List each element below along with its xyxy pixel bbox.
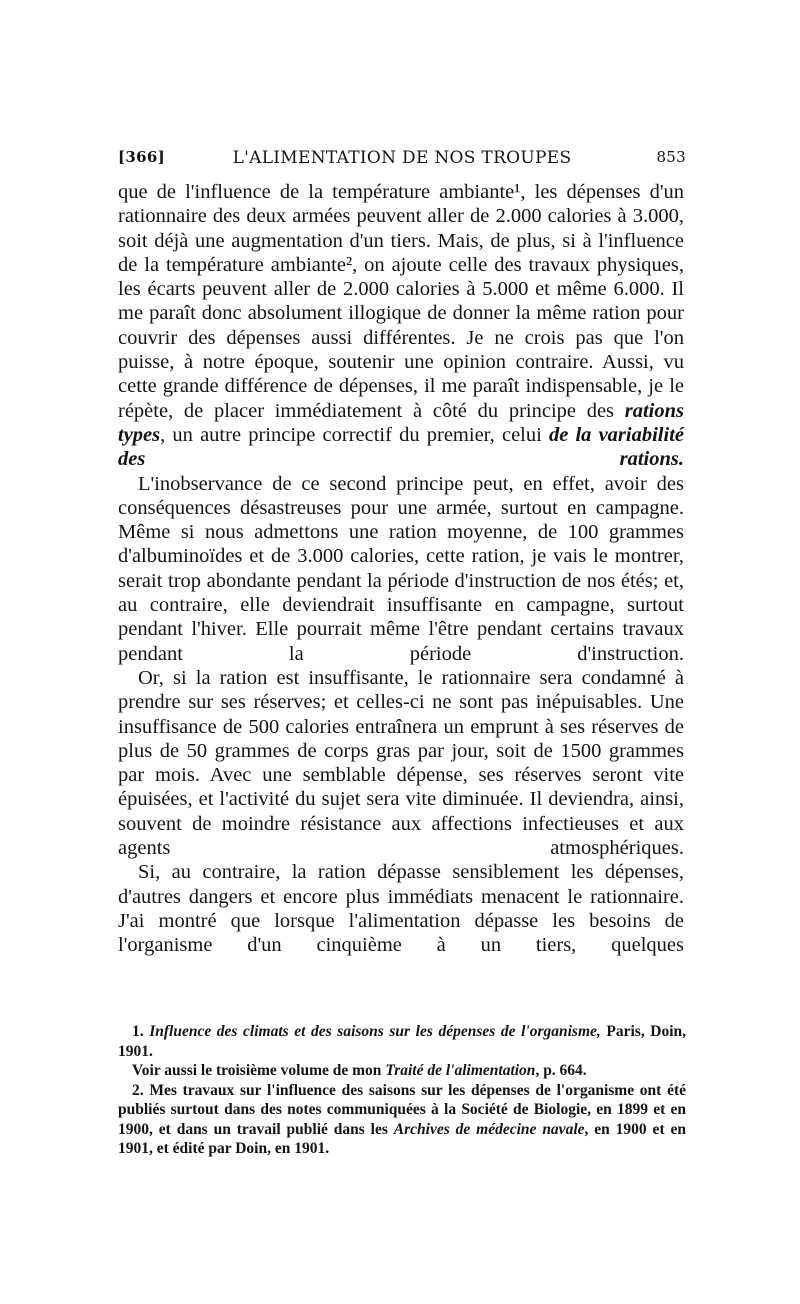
footnote-2-text-2: , en 1900 et en 1901, et édité par Doin, en 1901. [118, 1120, 686, 1157]
paragraph-2: L'inobservance de ce second principe peut, en effet, avoir des conséquences désastreuses pour une armée, surtout en campagne. Même si nous admettons une ration moyenne, de 100 grammes d'albuminoïdes et de 3.000 calories, cette ration, je vais le montrer, serait trop abondante pendant la période d'instruction de nos étés; et, au contraire, elle deviendrait insuffisante en campagne, surtout pendant l'hiver. Elle pourrait même l'être pendant certains travaux pendant la période d'instruction. [118, 472, 684, 665]
p1-text-2: , les dépenses d'un rationnaire des deux armées peuvent aller de 2.000 calories à 3.000, soit déjà une augmentation d'un tiers. Mais, de plus, si à l'influence de la température ambiante [118, 181, 685, 276]
footnote-1-continued [118, 1061, 686, 1081]
p1-emphasis-rations-types: rations types [118, 399, 684, 446]
paragraph-3: Or, si la ration est insuffisante, le rationnaire sera condamné à prendre sur ses réserves; et celles-ci ne sont pas inépuisables. Une insuffisance de 500 calories entraînera un emprunt à ses réserves de plus de 50 grammes de corps gras par jour, soit de 1500 grammes par mois. Avec une semblable dépense, ses réserves seront vite épuisées, et l'activité du sujet sera vite diminuée. Il deviendra, ainsi, souvent de moindre résistance aux affections infectieuses et aux agents atmosphériques. [118, 666, 684, 860]
main-text [118, 180, 684, 958]
page-number: 853 [656, 148, 686, 166]
paragraph-1 [118, 180, 684, 472]
footnote-1-title: Influence des climats et des saisons sur les dépenses de l'organisme, [149, 1023, 601, 1040]
p1-text-4: , un autre principe correctif du premier, celui [160, 423, 549, 446]
footnote-1b-text-1: Voir aussi le troisième volume de mon [132, 1062, 386, 1079]
page-header [118, 148, 686, 172]
footnotes [118, 1022, 686, 1159]
footnote-1-marker: 1. [132, 1023, 150, 1040]
footnote-2-text-1: 2. Mes travaux sur l'influence des saisons sur les dépenses de l'organisme ont été publiés surtout dans des notes communiquées à la Société de Biologie, en 1899 et en 1900, et dans un travail publié dans les [118, 1081, 686, 1138]
running-title: L'ALIMENTATION DE NOS TROUPES [232, 148, 572, 168]
footnote-1 [118, 1022, 686, 1061]
footnote-2 [118, 1081, 686, 1159]
folio-number: [366] [118, 148, 166, 166]
p1-emphasis-variabilite: de la variabilité des rations. [118, 423, 684, 471]
footnote-1b-title: Traité de l'alimentation [385, 1062, 536, 1079]
footnote-1b-text-2: , p. 664. [535, 1062, 587, 1079]
paragraph-4: Si, au contraire, la ration dépasse sensiblement les dépenses, d'autres dangers et encore plus immédiats menacent le rationnaire. J'ai montré que lorsque l'alimentation dépasse les besoins de l'organisme d'un cinquième à un tiers, quelques [118, 861, 684, 957]
footnote-2-title: Archives de médecine navale [393, 1120, 585, 1138]
p1-text-1: que de l'influence de la température ambiante [118, 181, 515, 203]
footnote-1-rest: Paris, Doin, 1901. [118, 1023, 686, 1060]
p1-text-3: , on ajoute celle des travaux physiques, les écarts peuvent aller de 2.000 calories à 5.000 et même 6.000. Il me paraît donc absolument illogique de donner la même ration pour couvrir des dépenses aussi différentes. Je ne crois pas que l'on puisse, à notre époque, soutenir une opinion contraire. Aussi, vu cette grande différence de dépenses, il me paraît indispensable, je le répète, de placer immédiatement à côté du principe des [118, 253, 684, 422]
footnote-ref-2: ² [345, 253, 353, 276]
footnote-ref-1: ¹ [514, 181, 521, 203]
